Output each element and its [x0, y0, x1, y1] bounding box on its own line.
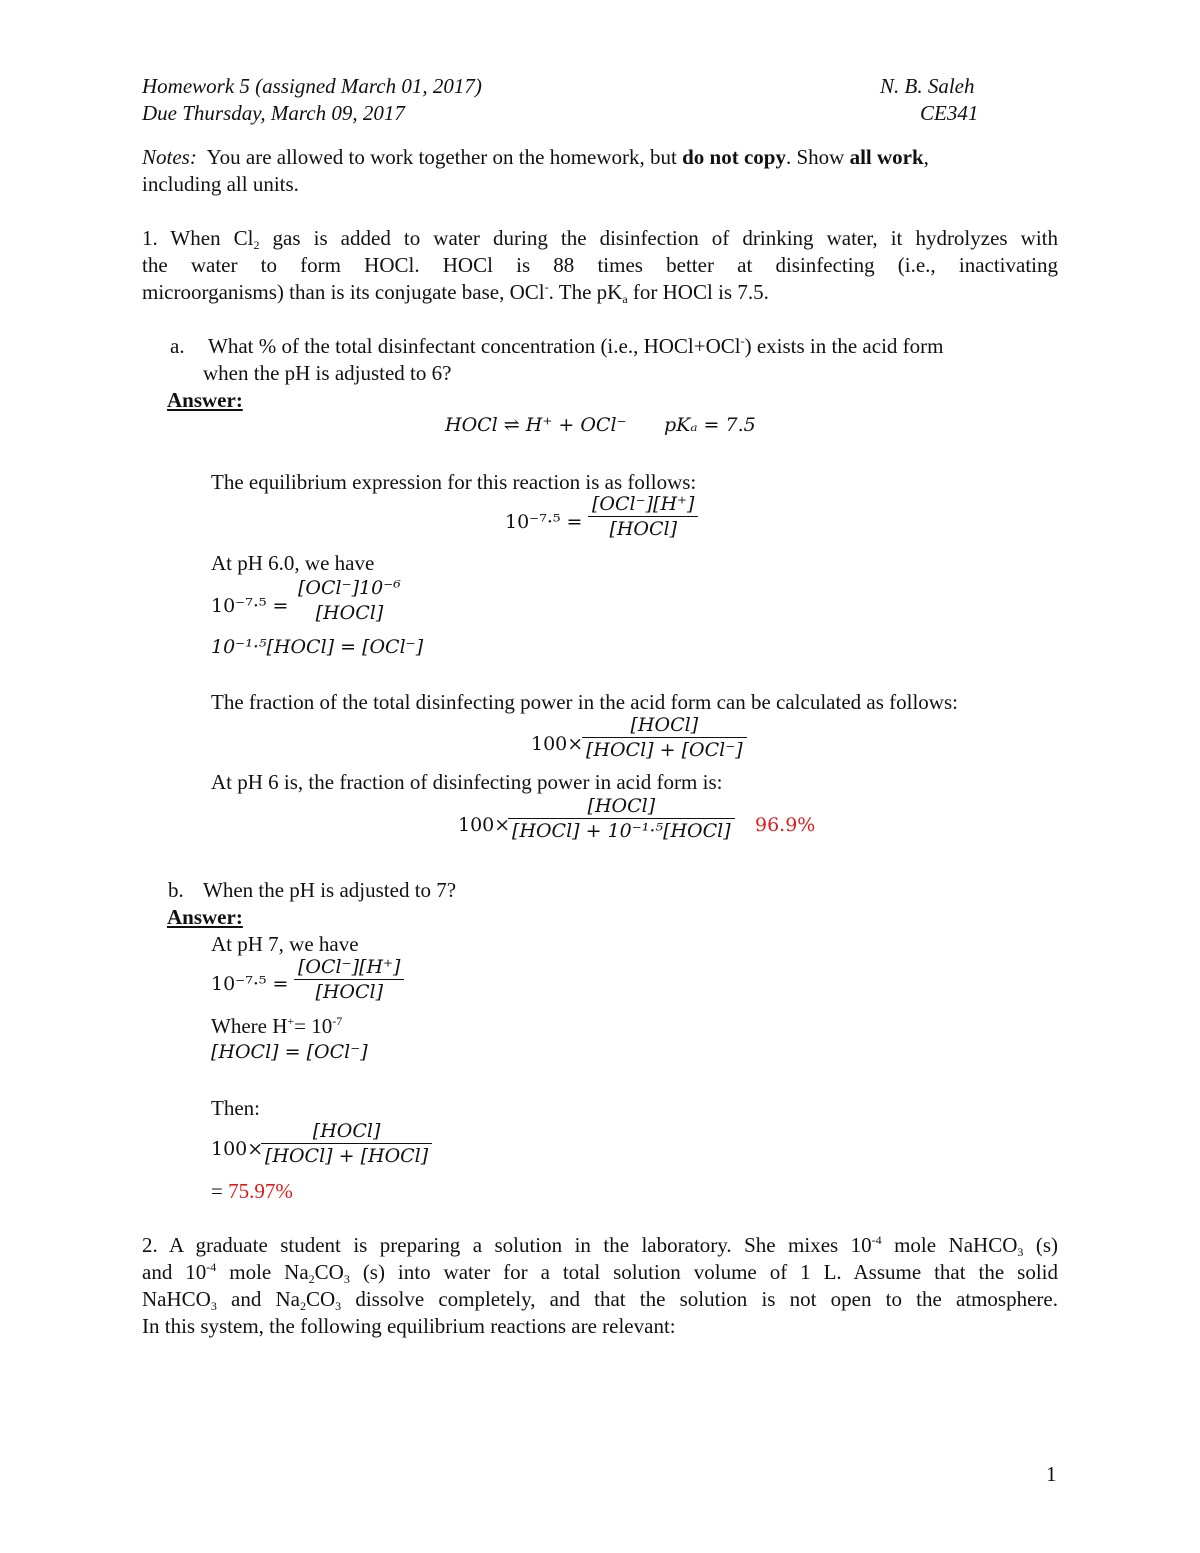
- notes-text-2: . Show: [785, 145, 845, 169]
- q2-l2-text-c: CO: [314, 1260, 344, 1284]
- q2-l1-text-b: mole NaHCO: [881, 1233, 1018, 1257]
- q2-l1-sup: -4: [871, 1233, 882, 1247]
- q2-l1-text: 2. A graduate student is preparing a solution in the laboratory. She mixes 10: [142, 1233, 872, 1257]
- qa-eq2-fraction: [294, 576, 405, 625]
- qa-answer-label: Answer:: [167, 388, 243, 412]
- q2-l1-text-c: (s): [1023, 1233, 1058, 1257]
- page-number: 1: [1046, 1462, 1057, 1486]
- qb-label: b.: [168, 878, 184, 902]
- q1-line-1: [142, 225, 1058, 251]
- qa-eq5-numerator: [HOCl]: [587, 795, 656, 817]
- qa-fraction-intro: The fraction of the total disinfecting power in the acid form can be calculated as follows:: [211, 690, 958, 714]
- q2-line-3: [142, 1286, 1058, 1312]
- qa-eq5-left: 100×: [458, 814, 511, 836]
- qb-eq3-denominator: [HOCl] + [HOCl]: [261, 1143, 432, 1168]
- qa-eq4-denominator: [HOCl] + [OCl⁻]: [582, 737, 747, 762]
- qa-eq1-left: 10⁻⁷·⁵ =: [505, 511, 583, 533]
- q2-l3-sub1: 3: [210, 1299, 217, 1313]
- q1-text-b: gas is added to water during the disinfection of drinking water, it hydrolyzes with: [259, 226, 1058, 250]
- q1-l3-sup: -: [544, 280, 549, 294]
- qa-sup: -: [740, 334, 745, 348]
- qa-eq4-left: 100×: [531, 733, 584, 755]
- qb-where-sup1: +: [287, 1014, 295, 1028]
- qa-eq4-numerator: [HOCl]: [630, 714, 699, 736]
- q2-l3-text-c: CO: [305, 1287, 336, 1311]
- qa-text-b: ) exists in the acid form: [744, 334, 944, 358]
- q2-l3-sub2: 2: [299, 1299, 306, 1313]
- qb-result: 75.97%: [222, 1179, 293, 1203]
- q1-l3-sub: a: [622, 292, 628, 306]
- qb-result-equals: =: [211, 1179, 223, 1203]
- q1-l3-text-b: . The pK: [548, 280, 623, 304]
- qa-pka-equation: pKₐ = 7.5: [664, 414, 756, 436]
- qa-eq1-numerator: [OCl⁻][H⁺]: [592, 493, 695, 515]
- qa-reaction-equation: HOCl ⇌ H⁺ + OCl⁻: [445, 414, 627, 436]
- qb-eq3-left: 100×: [211, 1138, 264, 1160]
- q1-sub: 2: [253, 238, 260, 252]
- qb-eq1-denominator: [HOCl]: [294, 979, 404, 1004]
- qb-eq1-fraction: [294, 955, 404, 1004]
- q2-l3-sub3: 3: [335, 1299, 342, 1313]
- qa-eq1-fraction: [588, 492, 698, 541]
- qb-result-line: [211, 1178, 293, 1204]
- q2-l3-text: NaHCO: [142, 1287, 211, 1311]
- notes-label: Notes:: [142, 145, 197, 169]
- qb-where-sup2: -7: [332, 1014, 343, 1028]
- course-code: CE341: [920, 101, 979, 125]
- qb-eq3-fraction: [261, 1119, 432, 1168]
- qa-ph6-intro: At pH 6.0, we have: [211, 551, 375, 575]
- qa-eq1-denominator: [HOCl]: [588, 516, 698, 541]
- q2-l2-text-d: (s) into water for a total solution volume of 1 L. Assume that the solid: [349, 1260, 1058, 1284]
- q2-l1-sub: 3: [1017, 1245, 1024, 1259]
- q1-l3-text: microorganisms) than is its conjugate base, OCl: [142, 280, 545, 304]
- qa-eq5-fraction: [508, 794, 735, 843]
- qa-result: 96.9%: [755, 814, 816, 836]
- q2-l3-text-b: and Na: [216, 1287, 300, 1311]
- qb-question: When the pH is adjusted to 7?: [203, 878, 457, 902]
- qa-line-2: when the pH is adjusted to 6?: [203, 361, 452, 385]
- qa-eq2-denominator: [HOCl]: [315, 602, 384, 624]
- q2-l2-sub2: 3: [343, 1272, 350, 1286]
- q2-line-2: [142, 1259, 1058, 1285]
- q1-text-a: 1. When Cl: [142, 226, 254, 250]
- q2-l2-text-b: mole Na: [216, 1260, 309, 1284]
- qa-eq2-numerator: [OCl⁻]10⁻⁶: [298, 577, 401, 599]
- qa-eq4-fraction: [582, 713, 747, 762]
- notes-all-work: all work: [849, 145, 924, 169]
- qb-eq1-numerator: [OCl⁻][H⁺]: [298, 956, 401, 978]
- qa-eq2-left: 10⁻⁷·⁵ =: [211, 595, 289, 617]
- qa-expression-intro: The equilibrium expression for this reaction is as follows:: [211, 470, 697, 494]
- qa-ph6-fraction-intro: At pH 6 is, the fraction of disinfecting power in acid form is:: [211, 770, 723, 794]
- qa-label: a.: [170, 334, 185, 358]
- qb-then: Then:: [211, 1096, 260, 1120]
- q1-l3-text-c: for HOCl is 7.5.: [627, 280, 769, 304]
- notes-do-not-copy: do not copy: [682, 145, 786, 169]
- qb-where-text-b: = 10: [294, 1014, 333, 1038]
- due-date: Due Thursday, March 09, 2017: [142, 101, 405, 125]
- q2-line-1: [142, 1232, 1058, 1258]
- q2-l2-sup: -4: [206, 1260, 217, 1274]
- q1-line-2: the water to form HOCl. HOCl is 88 times better at disinfecting (i.e., inactivating: [142, 253, 1058, 277]
- q2-l2-text: and 10: [142, 1260, 207, 1284]
- qb-ph7-intro: At pH 7, we have: [211, 932, 359, 956]
- notes-line-2: including all units.: [142, 172, 299, 196]
- qb-where-text: Where H: [211, 1014, 288, 1038]
- qa-line-1: [208, 333, 943, 359]
- q2-l3-text-d: dissolve completely, and that the solution is not open to the atmosphere.: [341, 1287, 1058, 1311]
- qb-answer-label: Answer:: [167, 905, 243, 929]
- qa-text-a: What % of the total disinfectant concentration (i.e., HOCl+OCl: [208, 334, 741, 358]
- qb-eq3-numerator: [HOCl]: [312, 1120, 381, 1142]
- author-name: N. B. Saleh: [880, 74, 975, 98]
- qb-eq1-left: 10⁻⁷·⁵ =: [211, 973, 289, 995]
- notes-comma: ,: [923, 145, 929, 169]
- notes-text: You are allowed to work together on the homework, but: [206, 145, 677, 169]
- q2-l2-sub1: 2: [308, 1272, 315, 1286]
- qb-eq2: [HOCl] = [OCl⁻]: [211, 1041, 368, 1063]
- homework-title: Homework 5 (assigned March 01, 2017): [142, 74, 482, 98]
- qa-eq5-denominator: [HOCl] + 10⁻¹·⁵[HOCl]: [508, 818, 735, 843]
- qa-eq3: 10⁻¹·⁵[HOCl] = [OCl⁻]: [211, 636, 424, 658]
- qb-where-line: [211, 1013, 342, 1039]
- q1-line-3: [142, 279, 769, 305]
- notes-line-1: [142, 144, 929, 170]
- q2-line-4: In this system, the following equilibrium reactions are relevant:: [142, 1314, 676, 1338]
